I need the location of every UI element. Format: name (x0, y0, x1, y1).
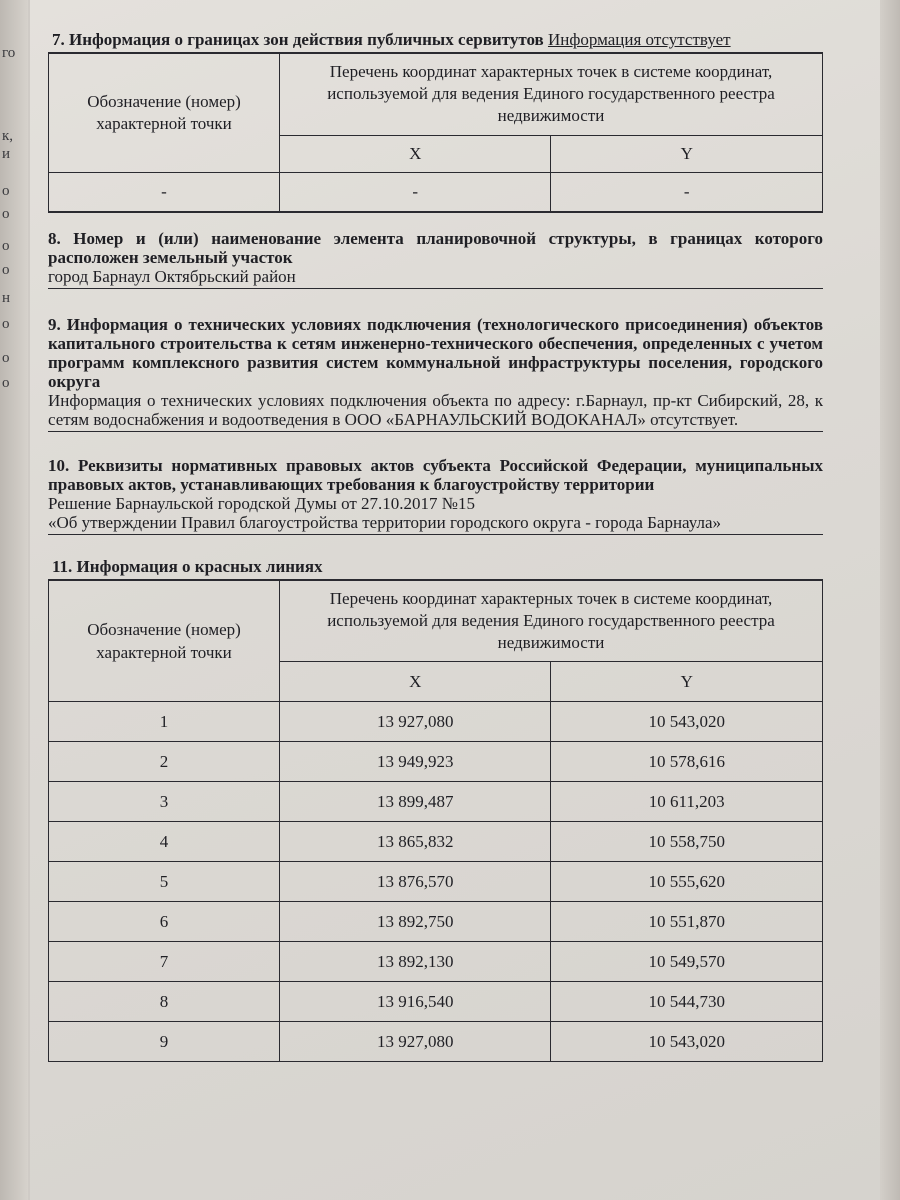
adjacent-page-edge (880, 0, 900, 1200)
section-7 (48, 26, 823, 213)
table-cell-point: 8 (49, 982, 280, 1022)
section-8-title: 8. Номер и (или) наименование элемента планировочной структуры, в границах которого расположен земельный участок (48, 229, 823, 267)
table-cell-point: 5 (49, 862, 280, 902)
margin-fragment: го (2, 45, 16, 61)
table-cell-x: 13 916,540 (280, 982, 551, 1022)
section-11 (48, 557, 823, 1062)
table-row (49, 862, 823, 902)
margin-fragment: н (2, 290, 11, 306)
margin-fragment: о (2, 316, 10, 332)
table-cell-y: 10 611,203 (551, 782, 823, 822)
section-7-title: 7. Информация о границах зон действия публичных сервитутов (52, 30, 544, 49)
document-content (48, 26, 823, 1062)
table-cell-x: 13 892,750 (280, 902, 551, 942)
table-cell-point: - (49, 173, 280, 212)
table-cell-x: 13 927,080 (280, 1022, 551, 1062)
col-point-header: Обозначение (номер) характерной точки (49, 581, 280, 702)
section-11-title: 11. Информация о красных линиях (48, 557, 823, 580)
col-x-header: X (280, 662, 551, 702)
col-point-header: Обозначение (номер) характерной точки (49, 54, 280, 173)
table-cell-y: 10 555,620 (551, 862, 823, 902)
table-cell-point: 9 (49, 1022, 280, 1062)
table-cell-x: - (280, 173, 551, 212)
section-10-value-1: Решение Барнаульской городской Думы от 27.10.2017 №15 (48, 494, 475, 513)
table-row (49, 902, 823, 942)
table-cell-x: 13 876,570 (280, 862, 551, 902)
section-10-value-2: «Об утверждении Правил благоустройства территории городского округа - города Барнаула» (48, 513, 722, 532)
table-row (49, 702, 823, 742)
table-cell-y: - (551, 173, 823, 212)
col-coords-header: Перечень координат характерных точек в системе координат, используемой для ведения Единого государственного реестра недвижимости (280, 54, 823, 136)
table-cell-y: 10 543,020 (551, 1022, 823, 1062)
section-9 (48, 315, 823, 432)
table-cell-x: 13 892,130 (280, 942, 551, 982)
section-10 (48, 456, 823, 535)
margin-fragment: о (2, 238, 10, 254)
col-y-header: Y (551, 662, 823, 702)
table-cell-point: 2 (49, 742, 280, 782)
table-row (49, 782, 823, 822)
margin-fragment: о (2, 350, 10, 366)
table-cell-y: 10 544,730 (551, 982, 823, 1022)
table-row (49, 1022, 823, 1062)
table-cell-x: 13 899,487 (280, 782, 551, 822)
table-cell-y: 10 549,570 (551, 942, 823, 982)
table-cell-y: 10 578,616 (551, 742, 823, 782)
table-cell-x: 13 927,080 (280, 702, 551, 742)
table-row (49, 982, 823, 1022)
red-lines-rows (49, 702, 823, 1062)
table-cell-x: 13 865,832 (280, 822, 551, 862)
document-page (30, 0, 880, 1200)
margin-fragment: о (2, 183, 10, 199)
table-cell-point: 1 (49, 702, 280, 742)
section-7-status: Информация отсутствует (547, 30, 731, 49)
margin-fragment: о (2, 375, 10, 391)
margin-fragment: о (2, 262, 10, 278)
table-cell-point: 6 (49, 902, 280, 942)
table-cell-y: 10 558,750 (551, 822, 823, 862)
margin-fragment: и (2, 146, 11, 162)
table-row (49, 742, 823, 782)
table-cell-x: 13 949,923 (280, 742, 551, 782)
table-cell-point: 7 (49, 942, 280, 982)
section-9-title: 9. Информация о технических условиях подключения (технологического присоединения) объектов капитального строительства к сетям инженерно-технического обеспечения, определенных с учетом программ комплексного развития систем коммунальной инфраструктуры поселения, городского округа (48, 315, 823, 391)
table-row (49, 822, 823, 862)
col-x-header: X (280, 135, 551, 172)
section-8-value: город Барнаул Октябрьский район (48, 267, 296, 286)
table-row (49, 942, 823, 982)
section-7-heading (48, 26, 823, 53)
table-cell-point: 4 (49, 822, 280, 862)
servitude-table (48, 53, 823, 212)
margin-fragment: к, (2, 128, 14, 144)
table-cell-y: 10 551,870 (551, 902, 823, 942)
table-cell-y: 10 543,020 (551, 702, 823, 742)
margin-fragment: о (2, 206, 10, 222)
section-10-title: 10. Реквизиты нормативных правовых актов субъекта Российской Федерации, муниципальных правовых актов, устанавливающих требования к благоустройству территории (48, 456, 823, 494)
section-9-value: Информация о технических условиях подключения объекта по адресу: г.Барнаул, пр-кт Сибирский, 28, к сетям водоснабжения и водоотведения в ООО «БАРНАУЛЬСКИЙ ВОДОКАНАЛ» отсутствует. (48, 391, 823, 429)
table-cell-point: 3 (49, 782, 280, 822)
red-lines-table (48, 580, 823, 1062)
col-y-header: Y (551, 135, 823, 172)
adjacent-page-margin (0, 0, 28, 1200)
section-8 (48, 229, 823, 289)
col-coords-header: Перечень координат характерных точек в системе координат, используемой для ведения Единого государственного реестра недвижимости (280, 581, 823, 662)
